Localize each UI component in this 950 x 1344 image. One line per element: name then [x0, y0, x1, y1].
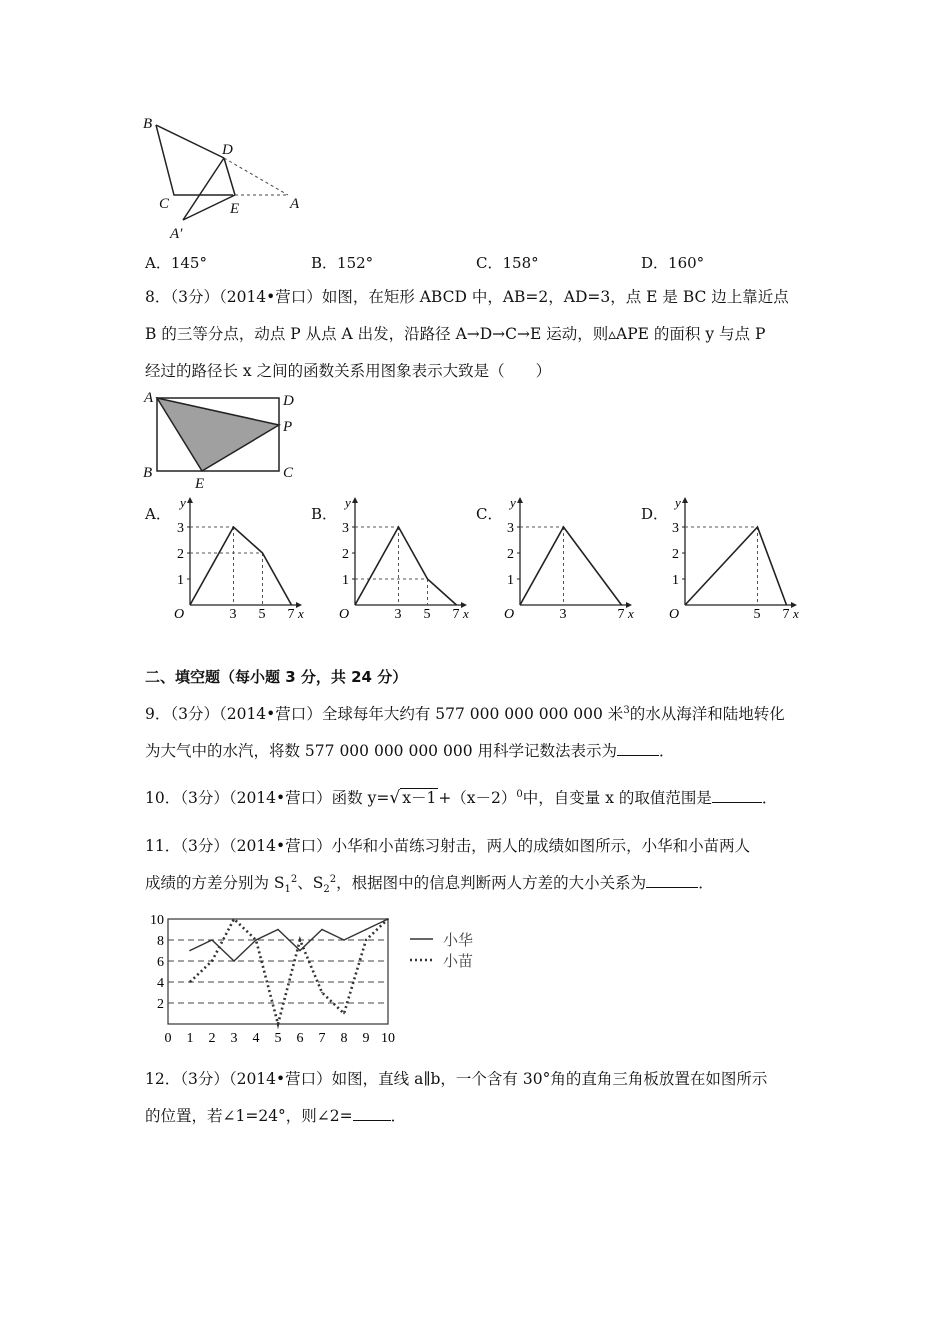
q8-option-d-letter: D．	[641, 505, 669, 523]
series-xiaohua-point	[211, 939, 213, 941]
q10-radicand: x－1	[402, 789, 437, 807]
x-axis-label: x	[793, 606, 799, 621]
series-xiaomiao-point	[233, 918, 235, 920]
y-tick-label: 10	[150, 913, 164, 928]
y-axis-arrow	[187, 497, 193, 503]
y-tick-label: 2	[507, 547, 514, 562]
q8-label-b: B	[143, 465, 153, 481]
y-axis-arrow	[682, 497, 688, 503]
y-tick-label: 2	[342, 547, 349, 562]
q8-label-d: D	[283, 393, 294, 409]
origin-label: O	[504, 607, 515, 622]
series-xiaomiao-point	[299, 939, 301, 941]
y-axis-label: y	[675, 495, 681, 510]
series-xiaohua-point	[321, 929, 323, 931]
x-axis-label: x	[463, 606, 469, 621]
series-xiaomiao-point	[321, 992, 323, 994]
q7-label-a: A	[290, 196, 300, 212]
q8-graph-b	[333, 495, 473, 625]
y-tick-label: 6	[157, 955, 164, 970]
q11-line-1: 11．（3分）（2014•营口）小华和小苗练习射击，两人的成绩如图所示，小华和小苗两人	[145, 837, 751, 855]
y-tick-label: 3	[672, 521, 679, 536]
y-axis-arrow	[517, 497, 523, 503]
series-xiaomiao-point	[189, 981, 191, 983]
x-axis-label: x	[298, 606, 304, 621]
series-xiaohua-point	[299, 950, 301, 952]
x-tick-label: 10	[381, 1031, 395, 1046]
x-tick-label: 3	[394, 607, 402, 622]
q8-graph-d	[663, 495, 803, 625]
q7-option-d: D．160°	[641, 254, 705, 272]
x-tick-label: 3	[559, 607, 567, 622]
q7-option-a: A．145°	[145, 254, 207, 272]
x-tick-label: 7	[452, 607, 460, 622]
series-xiaohua-point	[277, 929, 279, 931]
series-xiaohua-point	[233, 960, 235, 962]
series-xiaomiao-point	[365, 939, 367, 941]
series-xiaohua-point	[343, 939, 345, 941]
section-2-title: 二、填空题（每小题 3 分，共 24 分）	[145, 668, 408, 686]
q9-line-2: 为大气中的水汽，将数 577 000 000 000 000 用科学记数法表示为 ．	[145, 742, 675, 760]
q8-graph-c	[498, 495, 638, 625]
q10-answer-blank[interactable]	[712, 787, 762, 803]
series-xiaomiao-point	[277, 1023, 279, 1025]
y-tick-label: 3	[507, 521, 514, 536]
origin-label: O	[339, 607, 350, 622]
function-graph-line	[190, 527, 292, 605]
function-graph-line	[685, 527, 787, 605]
x-tick-label: 4	[252, 1031, 260, 1046]
x-tick-label: 5	[274, 1031, 282, 1046]
q8-label-c: C	[283, 465, 294, 481]
q7-label-e: E	[230, 201, 240, 217]
origin-label: O	[669, 607, 680, 622]
y-axis-arrow	[352, 497, 358, 503]
x-axis-label: x	[628, 606, 634, 621]
x-tick-label: 1	[186, 1031, 194, 1046]
q10-line: 10．（3分）（2014•营口）函数 y=√ $x-1 +(x-2)^0$中，自变量 x 的取值范围是 ．	[145, 788, 778, 808]
q8-option-b-letter: B．	[311, 505, 338, 523]
q7-figure	[140, 110, 310, 245]
x-tick-label: 5	[423, 607, 431, 622]
x-tick-label: 7	[318, 1031, 326, 1046]
q12-line-1: 12．（3分）（2014•营口）如图，直线 a∥b，一个含有 30°角的直角三角板放置在如图所示	[145, 1070, 768, 1088]
x-tick-label: 8	[340, 1031, 348, 1046]
q12-answer-blank[interactable]	[353, 1105, 391, 1121]
q8-line-1: 8．（3分）（2014•营口）如图，在矩形 ABCD 中，AB=2，AD=3，点 E 是 BC 边上靠近点	[145, 288, 789, 306]
q7-label-c: C	[159, 196, 170, 212]
legend-xiaomiao-label: 小苗	[443, 954, 474, 970]
x-tick-label: 7	[287, 607, 295, 622]
series-xiaohua-point	[365, 929, 367, 931]
x-tick-label: 5	[753, 607, 761, 622]
y-tick-label: 2	[177, 547, 184, 562]
q8-option-a-letter: A．	[145, 505, 171, 523]
q8-label-p: P	[283, 419, 293, 435]
series-xiaomiao-point	[343, 1013, 345, 1015]
y-axis-label: y	[180, 495, 186, 510]
x-tick-label: 9	[362, 1031, 370, 1046]
y-tick-label: 2	[672, 547, 679, 562]
y-tick-label: 1	[342, 573, 349, 588]
y-tick-label: 1	[507, 573, 514, 588]
origin-label: O	[174, 607, 185, 622]
series-xiaomiao-point	[387, 918, 389, 920]
y-tick-label: 8	[157, 934, 164, 949]
x-tick-label: 3	[230, 1031, 238, 1046]
q9-answer-blank[interactable]	[617, 740, 659, 756]
q8-label-a: A	[144, 390, 154, 406]
y-tick-label: 3	[177, 521, 184, 536]
y-axis-label: y	[345, 495, 351, 510]
q8-option-c-letter: C．	[476, 505, 503, 523]
q11-line-2: 成绩的方差分别为 $S_1^2$、$S_2^2$，根据图中的信息判断两人方差的大小关系为 ．	[145, 873, 714, 896]
y-tick-label: 3	[342, 521, 349, 536]
x-tick-label: 7	[782, 607, 790, 622]
x-tick-label: 3	[229, 607, 237, 622]
q7-label-d: D	[222, 142, 233, 158]
series-xiaomiao-point	[211, 960, 213, 962]
q12-line-2: 的位置，若∠1=24°，则∠2= ．	[145, 1107, 407, 1125]
q7-option-c: C．158°	[476, 254, 539, 272]
y-tick-label: 1	[177, 573, 184, 588]
q7-option-b: B．152°	[311, 254, 374, 272]
q11-answer-blank[interactable]	[646, 872, 698, 888]
x-tick-label: 7	[617, 607, 625, 622]
q8-rectangle-figure	[140, 388, 310, 493]
x-tick-label: 6	[296, 1031, 304, 1046]
y-tick-label: 2	[157, 997, 164, 1012]
q8-line-3: 经过的路径长 x 之间的函数关系用图象表示大致是（ ）	[145, 362, 552, 380]
y-tick-label: 1	[672, 573, 679, 588]
q9-line-1: 9．（3分）（2014•营口）全球每年大约有 577 000 000 000 000 米$^3$的水从海洋和陆地转化	[145, 704, 785, 723]
function-graph-line	[520, 527, 622, 605]
q11-score-chart	[140, 908, 490, 1048]
x-tick-label: 0	[164, 1031, 172, 1046]
function-graph-line	[355, 527, 457, 605]
q8-line-2: B 的三等分点，动点 P 从点 A 出发，沿路径 A→D→C→E 运动，则▵APE 的面积 y 与点 P	[145, 325, 766, 343]
series-xiaomiao-point	[255, 939, 257, 941]
y-axis-label: y	[510, 495, 516, 510]
y-tick-label: 4	[157, 976, 164, 991]
q7-label-a-prime: A′	[170, 226, 183, 242]
x-tick-label: 5	[258, 607, 266, 622]
q8-label-e: E	[195, 476, 205, 492]
series-xiaomiao-line	[190, 919, 388, 1024]
x-tick-label: 2	[208, 1031, 216, 1046]
q8-graph-a	[168, 495, 308, 625]
q7-label-b: B	[143, 116, 153, 132]
series-xiaohua-point	[189, 950, 191, 952]
legend-xiaohua-label: 小华	[443, 933, 474, 949]
